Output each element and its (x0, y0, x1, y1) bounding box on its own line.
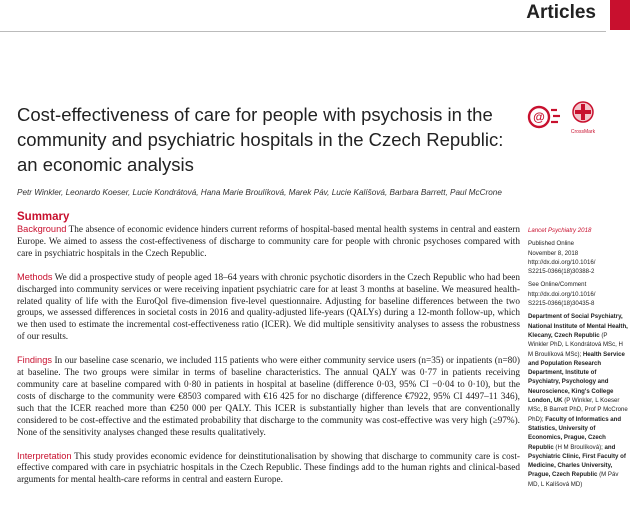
author-list: Petr Winkler, Leonardo Koeser, Lucie Kondrátová, Hana Marie Broulíková, Marek Páv, Lucie Kalíšová, Barbara Barrett, Paul McCrone (17, 188, 502, 197)
background-label: Background (17, 224, 67, 234)
methods-text: We did a prospective study of people aged 18–64 years with chronic psychotic disorders in the Czech Republic who had been discharged into community services or were receiving inpatient psychiatric care for at least 3 months at baseline. We measured health-related quality of life with the EuroQol five-dimension five-level questionnaire. Adjusting for baseline differences between the two groups, we assessed differences in societal costs in 2016 and quality-adjusted life-years (QALYs) during a 12-month follow-up, which we then used to estimate the incremental cost-effectiveness ratio (ICER). We did multiple sensitivity analyses to assess the robustness of our results. (17, 272, 520, 343)
affiliations (528, 312, 628, 489)
abstract-interpretation (17, 451, 520, 488)
affiliation-4-people: (M Páv MD, L Kalíšová MD) (528, 471, 619, 488)
see-online-label: See Online/Comment (528, 281, 587, 289)
published-label: Published Online (528, 240, 575, 248)
title-line-2: community and psychiatric hospitals in the Czech Republic: (17, 129, 504, 150)
crossmark-icon[interactable] (567, 100, 599, 134)
affiliation-1-people: (P Winkler PhD, L Kondrátová MSc, H M Broulíková MSc); (528, 331, 623, 358)
title-line-3: an economic analysis (17, 154, 194, 175)
accent-block (610, 0, 630, 30)
affiliation-1: Department of Social Psychiatry, National Institute of Mental Health, Klecany, Czech Republic (528, 313, 628, 339)
affiliation-2: Health Service and Population Research Department, Institute of Psychiatry, Psychology and Neuroscience, King's College London, UK (528, 350, 625, 405)
section-label: Articles (526, 2, 596, 23)
doi-link-2b[interactable]: S2215-0366(18)30435-8 (528, 300, 595, 308)
abstract-background (17, 224, 520, 261)
published-date: November 8, 2018 (528, 249, 579, 257)
journal-citation: Lancet Psychiatry 2018 (528, 227, 592, 234)
article-title (17, 102, 517, 177)
doi-link-2a[interactable]: http://dx.doi.org/10.1016/ (528, 290, 596, 298)
findings-text: In our baseline case scenario, we included 115 patients who were either community service users (n=35) or inpatients (n=80) at baseline. The two groups were similar in terms of baseline characteristics. The annual QALY was 0·77 in patients receiving community care at baseline compared with 0·80 in patients in hospital at baseline (difference 0·03, 95% CI −0·04 to 0·10), but the costs of discharge to the community were €8503 compared with €16 425 for no discharge (difference €7922, 95% CI 4497–11 346), such that the ICER reached more than €250 000 per QALY. This ICER is substantially higher than levels that are conventionally considered to be cost-effective and the estimated probability that discharge to the community was cost-effective was very high (≥97%). None of the sensitivity analyses changed these results qualitatively. (17, 356, 520, 438)
header-rule (0, 31, 606, 32)
interpretation-label: Interpretation (17, 450, 72, 461)
affiliation-3-people: (H M Broulíková); (553, 443, 603, 451)
affiliation-2-people: (P Winkler, L Koeser MSc, B Barrett PhD, Prof P McCrone PhD); (528, 397, 628, 423)
methods-label: Methods (17, 271, 53, 282)
crossmark-label: CrossMark (570, 129, 596, 135)
abstract-body (17, 224, 520, 498)
affiliation-3: Faculty of Informatics and Statistics, University of Economics, Prague, Czech Republic (528, 415, 622, 451)
abstract-findings (17, 355, 520, 439)
doi-link-1b[interactable]: S2215-0366(18)30388-2 (528, 268, 595, 276)
article-sidebar (528, 226, 628, 489)
affiliation-4: and Psychiatric Clinic, First Faculty of Medicine, Charles University, Prague, Czech Republic (528, 443, 626, 479)
doi-link-1a[interactable]: http://dx.doi.org/10.1016/ (528, 258, 596, 266)
background-text: The absence of economic evidence hinders current reforms of hospital-based mental health systems in central and eastern Europe. We aimed to assess the cost-effectiveness of discharge to community care for people with chronic psychoses compared with care in psychiatric hospitals in the Czech Republic. (17, 225, 520, 259)
findings-label: Findings (17, 355, 52, 366)
page-header (0, 0, 630, 32)
open-access-icon[interactable] (527, 102, 567, 132)
svg-text:@: @ (533, 110, 545, 124)
abstract-methods (17, 272, 520, 344)
summary-heading: Summary (17, 211, 70, 223)
title-line-1: Cost-effectiveness of care for people with psychosis in the (17, 104, 493, 125)
interpretation-text: This study provides economic evidence for deinstitutionalisation by showing that discharge to community care is cost-effective compared with care in psychiatric hospitals in the Czech Republic. These findings add to the human rights and clinical-based arguments for mental health-care reforms in central and eastern Europe. (17, 451, 520, 486)
